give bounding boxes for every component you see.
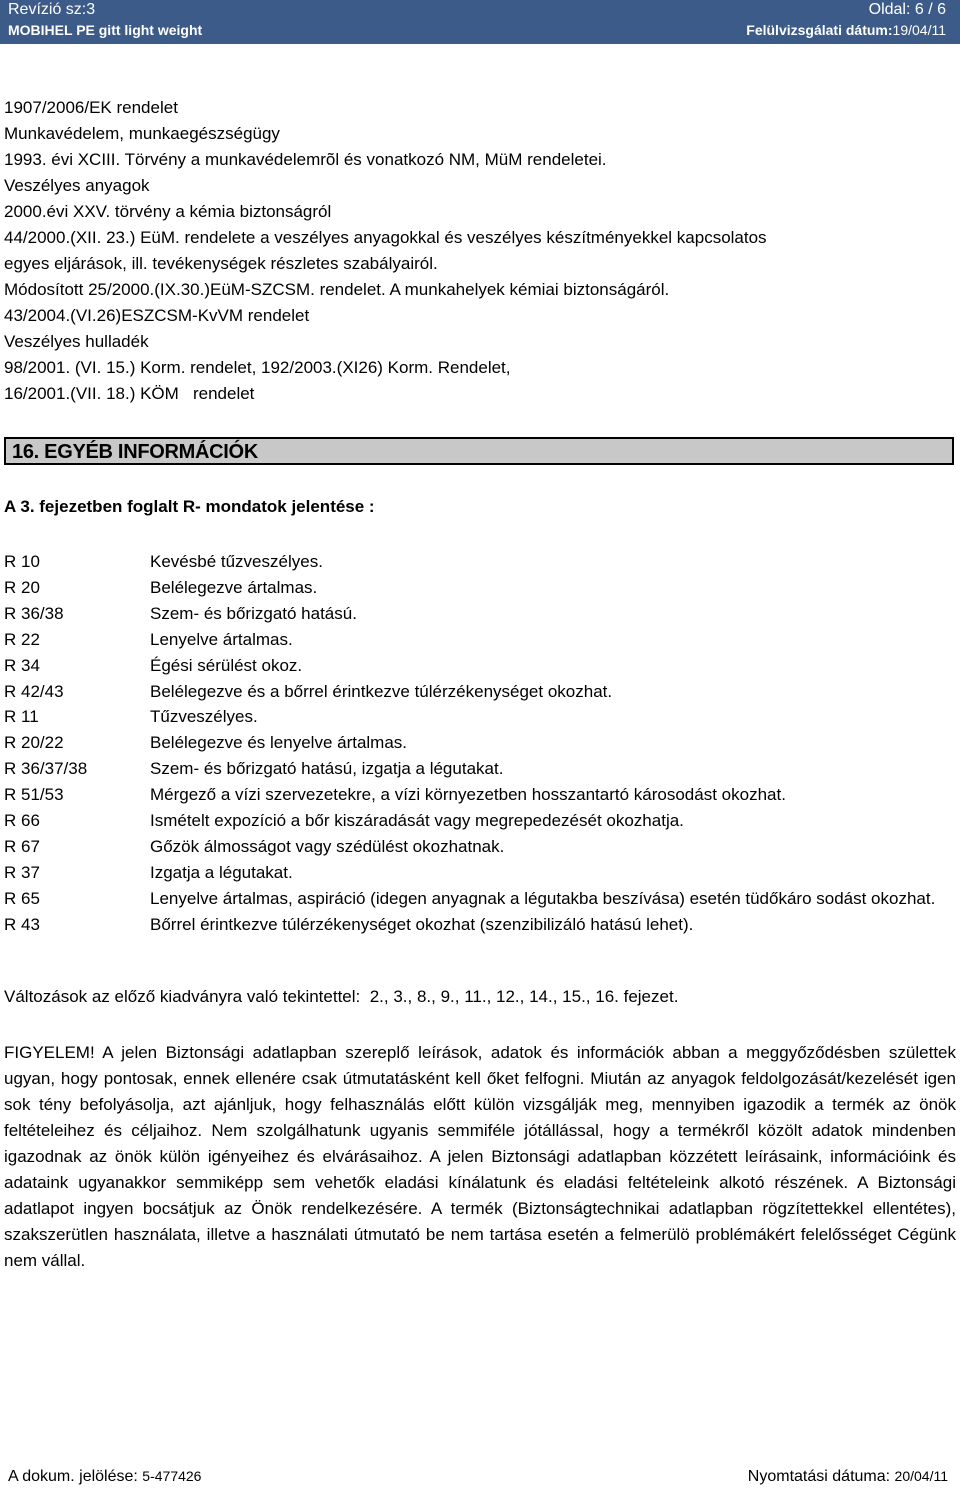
r-phrase-code: R 51/53 [4,785,64,805]
r-phrase-code: R 42/43 [4,681,64,701]
regulation-line: 1993. évi XCIII. Törvény a munkavédelemrõl és vonatkozó NM, MüM rendeletei. [4,150,607,169]
r-phrase-text: Lenyelve ártalmas, aspiráció (idegen anyagnak a légutakba beszívása) esetén tüdőkáro sodást okozhat. [150,888,936,908]
r-phrase-code: R 10 [4,552,40,571]
r-phrase-row [4,808,954,834]
regulation-line: 43/2004.(VI.26)ESZCSM-KvVM rendelet [4,306,310,325]
regulation-line: Veszélyes anyagok [4,176,150,195]
regulation-line: Veszélyes hulladék [4,332,149,351]
r-phrases-list [4,549,954,938]
page-indicator: Oldal: 6 / 6 [868,1,946,18]
document-id-label: A dokum. jelölése: [8,1468,143,1485]
r-phrase-text: Szem- és bőrizgató hatású, izgatja a légutakat. [150,759,504,779]
r-phrase-text: Belélegezve ártalmas. [150,577,318,597]
r-phrase-row [4,886,954,912]
r-phrase-code: R 37 [4,862,40,882]
review-date-value: 19/04/11 [892,22,946,38]
section-heading-bar [4,437,954,465]
r-phrase-row [4,730,954,756]
regulations-list [4,95,954,407]
regulation-line: egyes eljárások, ill. tevékenységek részletes szabályairól. [4,254,438,273]
r-phrase-code: R 34 [4,655,40,675]
r-phrase-code: R 36/38 [4,603,64,623]
r-phrase-text: Kevésbé tűzveszélyes. [150,552,323,571]
page-footer [0,1466,960,1491]
r-phrase-row [4,912,954,938]
r-phrases-heading: A 3. fejezetben foglalt R- mondatok jelentése : [4,497,375,516]
regulation-line: Módosított 25/2000.(IX.30.)EüM-SZCSM. rendelet. A munkahelyek kémiai biztonságáról. [4,280,670,299]
r-phrase-row [4,679,954,705]
print-date-value: 20/04/11 [894,1468,948,1484]
r-phrase-code: R 11 [4,707,39,727]
regulation-line: 16/2001.(VII. 18.) KÖM rendelet [4,384,255,403]
r-phrase-row [4,834,954,860]
r-phrase-text: Égési sérülést okoz. [150,655,303,675]
r-phrase-text: Mérgező a vízi szervezetekre, a vízi környezetben hosszantartó károsodást okozhat. [150,785,786,805]
disclaimer-paragraph: FIGYELEM! A jelen Biztonsági adatlapban szereplő leírások, adatok és információk abban a meggyőződésben születtek ugyan, hogy pontosak, ennek ellenére csak útmutatásként kell őket felfogni. Miután az anyagok feldolgozását/kezelését igen sok tény befolyásolja, azt ajánljuk, hogy felhasználás előtt külön vizsgálják meg, mennyiben igazodik a termék az önök feltételeihez és céljaihoz. Nem szolgálhatunk ugyanis semmiféle jótállással, hogy a termékről közölt adatok mindenben igazodnak az önök külön igényeihez és elvárásaihoz. A jelen Biztonsági adatlapban közzétett leírásaink, információink és adataink ugyanakkor semmiképp sem vehetők eladási kínálatunk és eladási feltételeink alkotó részének. A Biztonsági adatlapot ingyen bocsátjuk az Önök rendelkezésére. A termék (Biztonságtechnikai adatlapban rögzítettekkel ellentétes), szakszerütlen használata, illetve a használati útmutató be nem tartása esetén a felmerülö problémákért felelősséget Cégünk nem vállal. [4,1043,956,1270]
r-phrase-code: R 65 [4,888,40,908]
page-header [0,0,960,44]
r-phrase-text: Szem- és bőrizgató hatású. [150,603,357,623]
r-phrase-row [4,627,954,653]
r-phrase-row [4,782,954,808]
r-phrase-code: R 36/37/38 [4,759,88,779]
r-phrase-code: R 43 [4,914,40,934]
r-phrase-row [4,653,954,679]
r-phrase-text: Belélegezve és lenyelve ártalmas. [150,733,408,753]
regulation-line: 44/2000.(XII. 23.) EüM. rendelete a veszélyes anyagokkal és veszélyes készítményekkel kapcsolatos [4,228,767,247]
r-phrase-text: Lenyelve ártalmas. [150,629,293,649]
r-phrase-row [4,549,954,575]
r-phrase-code: R 66 [4,811,40,831]
r-phrase-text: Bőrrel érintkezve túlérzékenységet okozhat (szenzibilizáló hatású lehet). [150,914,694,934]
document-id-block [8,1468,201,1486]
section-title: 16. EGYÉB INFORMÁCIÓK [12,441,258,463]
r-phrase-text: Ismételt expozíció a bőr kiszáradását vagy megrepedezését okozhatja. [150,811,684,831]
r-phrase-row [4,704,954,730]
r-phrase-code: R 20/22 [4,733,64,753]
product-name: MOBIHEL PE gitt light weight [8,22,203,38]
print-date-label: Nyomtatási dátuma: [747,1468,895,1485]
revision-number: Revízió sz:3 [8,1,96,18]
r-phrase-row [4,575,954,601]
r-phrase-code: R 22 [4,629,40,649]
changes-note: Változások az előző kiadványra való tekintettel: 2., 3., 8., 9., 11., 12., 14., 15., 16. fejezet. [4,987,679,1006]
review-date-label: Felülvizsgálati dátum: [746,22,893,38]
r-phrase-text: Gőzök álmosságot vagy szédülést okozhatnak. [150,836,505,856]
regulation-line: 1907/2006/EK rendelet [4,98,178,117]
r-phrase-text: Belélegezve és a bőrrel érintkezve túlérzékenységet okozhat. [150,681,613,701]
print-date-block [748,1468,948,1486]
document-id-value: 5-477426 [142,1468,202,1484]
r-phrase-row [4,601,954,627]
r-phrase-text: Izgatja a légutakat. [150,862,293,882]
review-date-block [746,22,946,38]
r-phrase-code: R 67 [4,836,40,856]
r-phrase-row [4,756,954,782]
r-phrase-code: R 20 [4,577,40,597]
r-phrase-row [4,860,954,886]
regulation-line: 2000.évi XXV. törvény a kémia biztonságról [4,202,332,221]
regulation-line: 98/2001. (VI. 15.) Korm. rendelet, 192/2003.(XI26) Korm. Rendelet, [4,358,511,377]
regulation-line: Munkavédelem, munkaegészségügy [4,124,280,143]
r-phrase-text: Tűzveszélyes. [150,707,258,727]
